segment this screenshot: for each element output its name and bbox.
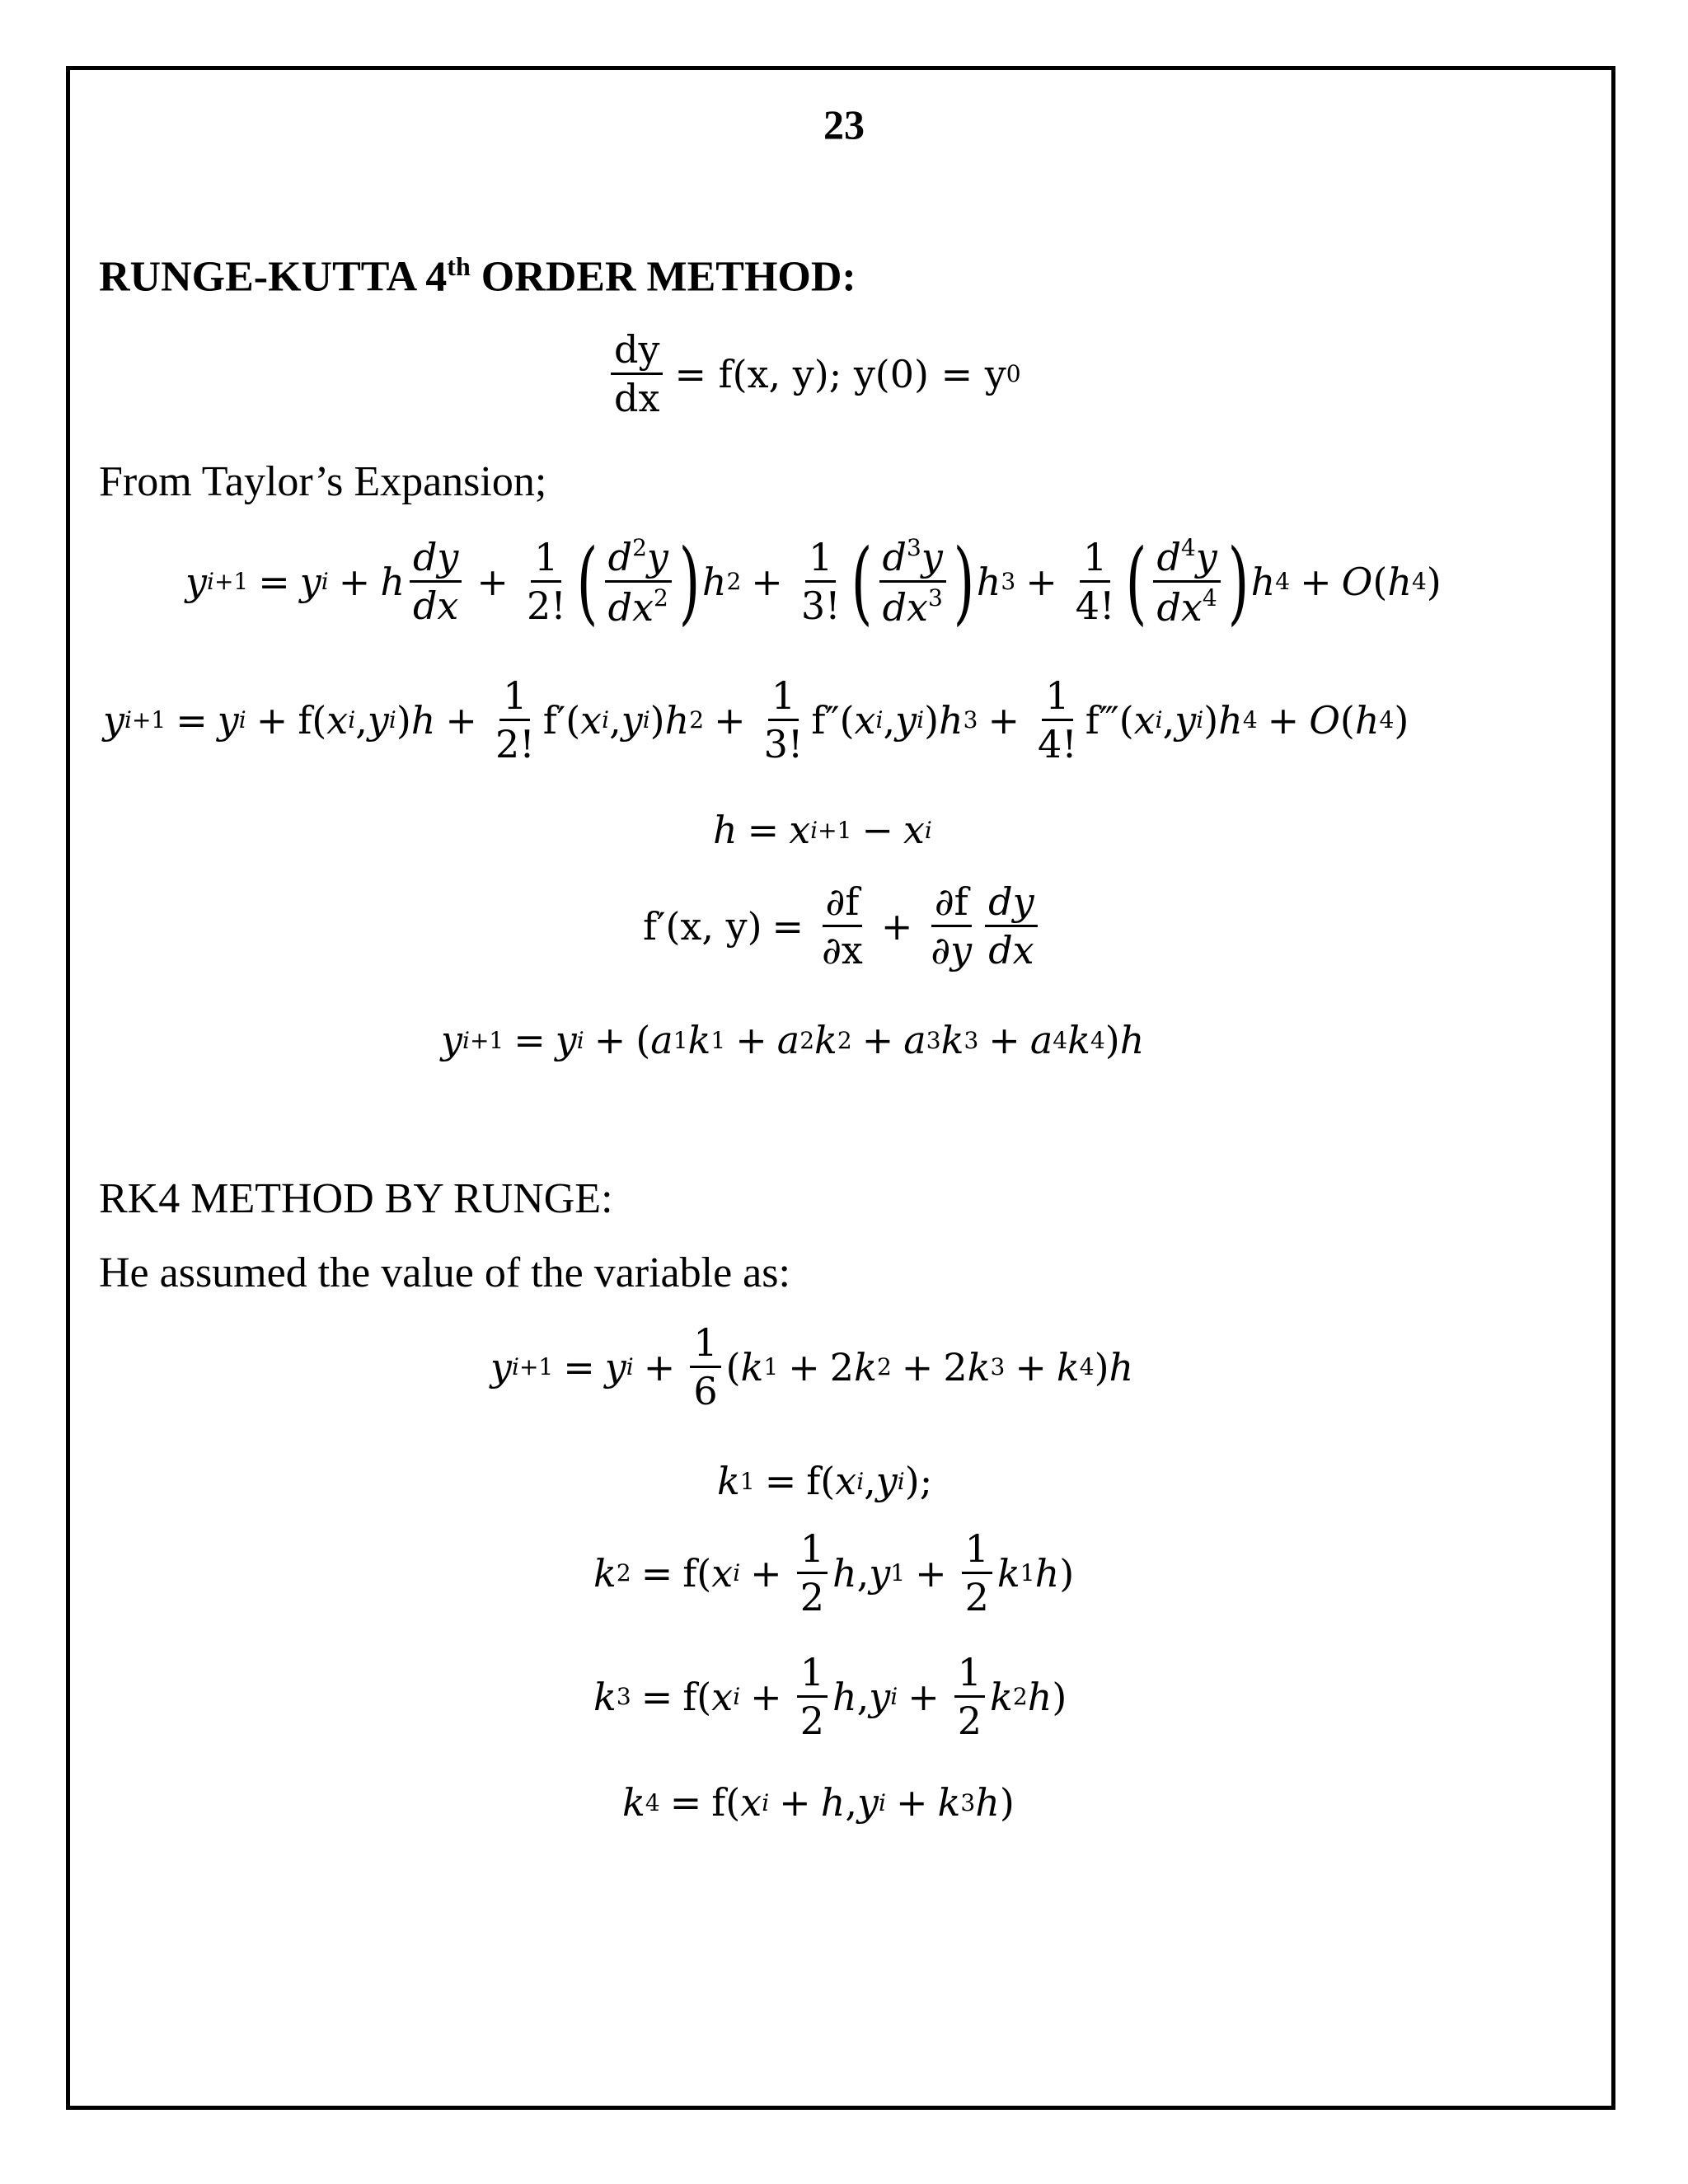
- h-definition: h = x i+1 − x i: [713, 808, 932, 852]
- ode-equation: $\frac{dy}{dx}$ = f(x, y); y(0) = y 0: [606, 330, 1021, 419]
- section-heading: RUNGE-KUTTA 4th ORDER METHOD:: [99, 251, 856, 301]
- assumption-text: He assumed the value of the variable as:: [99, 1249, 790, 1296]
- general-rk-equation: y i+1 = y i + ( a 1 k 1 + a 2 k 2 + a 3 k 3 + a 4 k 4 ) h: [441, 1018, 1145, 1062]
- k1-equation: k 1 = f( x i , y i );: [717, 1459, 933, 1503]
- fprime-equation: f′(x, y) = $\frac{\partial f}{\partial x}$ + $\frac{\partial f}{\partial y}$ $\frac{dy}{dx}$: [643, 882, 1043, 971]
- taylor-f-equation: y i+1 = y i + f( x i , y i ) h + $\frac{1}{2!}$ f′( x i , y i ) h 2 + $\frac{1}{3!}$ f″( x i , y i ) h 3 + $\frac{1}{4!}$ f‴( x i , y i ) h 4 + O ( h 4 ): [103, 673, 1409, 767]
- dy-dx-fraction: $\frac{dy}{dx}$: [611, 330, 663, 419]
- taylor-series-equation: y i+1 = y i + h $\frac{dy}{dx}$ + $\frac{1}{2!}$ ( $\frac{d^2y}{dx^2}$ ) h 2 + $\frac{1}{3!}$ ( $\frac{d^3y}{dx^3}$ ) h 3 + $\frac{1}{4!}$ ( $\frac{d^4y}{dx^4}$ ) h 4 + O ( h 4 ): [185, 528, 1442, 635]
- page-number: 23: [823, 101, 865, 148]
- rk4-runge-heading: RK4 METHOD BY RUNGE:: [99, 1175, 613, 1222]
- rk4-equation: y i+1 = y i + $\frac{1}{6}$ ( k 1 + 2 k 2 + 2 k 3 + k 4 ) h: [490, 1320, 1134, 1414]
- k2-equation: k 2 = f( x i + $\frac{1}{2}$ h , y 1 + $\frac{1}{2}$ k 1 h ): [593, 1526, 1075, 1620]
- k3-equation: k 3 = f( x i + $\frac{1}{2}$ h , y i + $\frac{1}{2}$ k 2 h ): [593, 1650, 1067, 1744]
- k4-equation: k 4 = f( x i + h , y i + k 3 h ): [622, 1780, 1015, 1825]
- taylor-intro-text: From Taylor’s Expansion;: [99, 458, 547, 505]
